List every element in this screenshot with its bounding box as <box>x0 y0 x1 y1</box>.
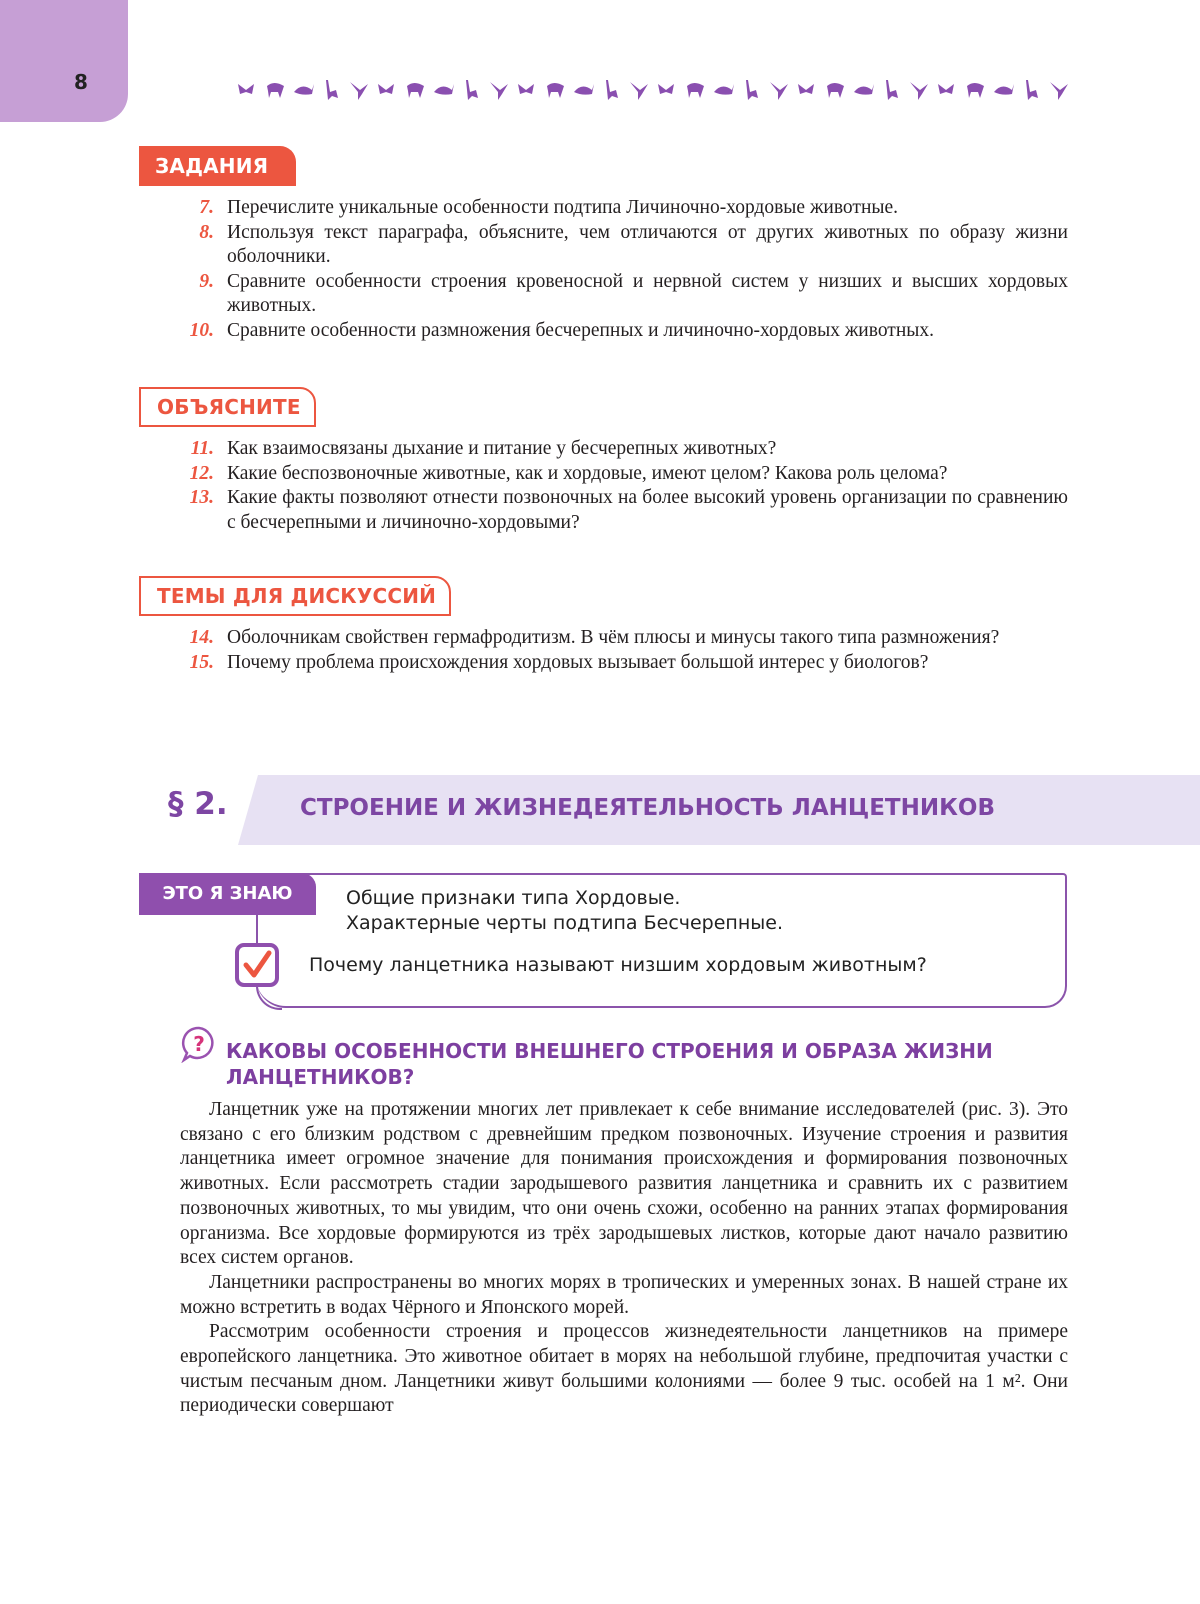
paragraph-number: § 2. <box>168 786 228 822</box>
animal-silhouette-icon <box>434 84 454 95</box>
page-number: 8 <box>74 70 88 94</box>
task-item <box>170 270 1068 319</box>
animal-silhouette-icon <box>746 80 758 100</box>
animal-silhouette-icon <box>547 83 564 98</box>
animal-silhouette-icon <box>574 84 594 95</box>
animal-silhouette-icon <box>294 84 314 95</box>
task-text: Используя текст параграфа, объясните, чем отличаются от других животных по образу жизни оболочники. <box>227 221 1068 268</box>
task-text: Оболочникам свойствен гермафродитизм. В чём плюсы и минусы такого типа размножения? <box>227 627 1000 648</box>
paragraph-title: СТРОЕНИЕ И ЖИЗНЕДЕЯТЕЛЬНОСТЬ ЛАНЦЕТНИКОВ <box>300 795 995 821</box>
task-number: 15. <box>189 651 214 673</box>
animal-silhouette-icon <box>518 84 534 94</box>
task-text: Сравните особенности строения кровеносной и нервной систем у низших и высших хордовых животных. <box>227 270 1068 317</box>
animal-silhouette-icon <box>770 82 788 100</box>
task-number: 14. <box>189 627 214 648</box>
task-item <box>170 626 1068 651</box>
task-text: Как взаимосвязаны дыхание и питание у бесчерепных животных? <box>227 438 777 459</box>
animal-silhouette-icon <box>606 80 618 100</box>
explain-list <box>170 437 1068 535</box>
animal-silhouette-icon <box>798 84 814 94</box>
task-item <box>170 196 1068 221</box>
animal-silhouette-icon <box>466 80 478 100</box>
known-line-1: Общие признаки типа Хордовые. <box>346 887 681 909</box>
discussion-list <box>170 626 1068 675</box>
discussion-header: ТЕМЫ ДЛЯ ДИСКУССИЙ <box>139 576 451 616</box>
animal-silhouette-icon <box>490 82 508 100</box>
animal-silhouette-icon <box>350 82 368 100</box>
animal-silhouette-icon <box>994 84 1014 95</box>
task-number: 10. <box>189 319 214 341</box>
task-item <box>170 486 1068 535</box>
task-item <box>170 462 1068 487</box>
question-heading: КАКОВЫ ОСОБЕННОСТИ ВНЕШНЕГО СТРОЕНИЯ И ОБРАЗА ЖИЗНИ ЛАНЦЕТНИКОВ? <box>226 1039 993 1089</box>
animal-silhouette-icon <box>1026 80 1038 100</box>
task-number: 13. <box>189 487 214 509</box>
animal-silhouette-icon <box>967 83 984 98</box>
question-icon <box>180 1025 218 1063</box>
task-number: 8. <box>199 221 214 243</box>
checkbox-icon <box>235 943 279 987</box>
body-text <box>180 1098 1068 1419</box>
animal-silhouette-icon <box>886 80 898 100</box>
animal-silhouette-icon <box>854 84 874 95</box>
animal-silhouette-icon <box>378 84 394 94</box>
animal-silhouettes-decoration-icon <box>230 74 1070 104</box>
known-connector <box>256 915 258 945</box>
task-item <box>170 651 1068 676</box>
task-number: 11. <box>190 438 214 459</box>
body-paragraph: Рассмотрим особенности строения и процессов жизнедеятельности ланцетников на примере европейского ланцетника. Это животное обитает в морях на небольшой глубине, предпочитая участки с чистым песчаным дном. Ланцетники живут большими колониями — более 9 тыс. особей на 1 м². Они периодически совершают <box>180 1321 1068 1417</box>
task-text: Почему проблема происхождения хордовых вызывает большой интерес у биологов? <box>227 651 929 673</box>
tasks-header: ЗАДАНИЯ <box>139 146 296 186</box>
task-item <box>170 437 1068 462</box>
task-number: 12. <box>189 462 214 484</box>
animal-silhouette-icon <box>687 83 704 98</box>
tasks-list <box>170 196 1068 344</box>
band-slant <box>238 775 260 845</box>
task-text: Какие факты позволяют отнести позвоночных на более высокий уровень организации по сравнению с бесчерепными и личиночно-хордовыми? <box>227 487 1068 533</box>
task-item <box>170 319 1068 344</box>
task-number: 7. <box>199 197 214 218</box>
known-question: Почему ланцетника называют низшим хордовым животным? <box>309 954 927 976</box>
animal-silhouette-icon <box>658 84 674 94</box>
animal-silhouette-icon <box>267 83 284 98</box>
animal-silhouette-icon <box>1050 82 1068 100</box>
task-text: Перечислите уникальные особенности подтипа Личиночно-хордовые животные. <box>227 197 899 218</box>
animal-silhouette-icon <box>238 84 254 94</box>
svg-text:?: ? <box>193 1032 205 1056</box>
explain-header: ОБЪЯСНИТЕ <box>139 387 316 427</box>
known-label: ЭТО Я ЗНАЮ <box>139 873 316 915</box>
animal-silhouette-icon <box>407 83 424 98</box>
animal-silhouette-icon <box>938 84 954 94</box>
body-paragraph: Ланцетники распространены во многих морях в тропических и умеренных зонах. В нашей стране их можно встретить в водах Чёрного и Японского морей. <box>180 1271 1068 1318</box>
animal-silhouette-icon <box>827 83 844 98</box>
task-text: Какие беспозвоночные животные, как и хордовые, имеют целом? Какова роль целома? <box>227 462 948 484</box>
animal-silhouette-icon <box>326 80 338 100</box>
task-number: 9. <box>199 270 214 292</box>
task-text: Сравните особенности размножения бесчерепных и личиночно-хордовых животных. <box>227 319 934 341</box>
known-connector-curve <box>256 985 282 1010</box>
page-tab <box>0 0 128 122</box>
animal-silhouette-icon <box>910 82 928 100</box>
known-line-2: Характерные черты подтипа Бесчерепные. <box>346 912 784 934</box>
animal-silhouette-icon <box>714 84 734 95</box>
body-paragraph: Ланцетник уже на протяжении многих лет привлекает к себе внимание исследователей (рис. 3). Это связано с его близким родством с древнейшим предком позвоночных. Изучение строения и развития ланцетника имеет огромное значение для понимания происхождения и формирования позвоночных животных. Если рассмотреть стадии зародышевого развития ланцетника и сравнить их с развитием позвоночных животных, то мы увидим, что они очень схожи, особенно на ранних этапах формирования организма. Все хордовые формируются из трёх зародышевых листков, которые дают начало развитию всех систем органов. <box>180 1099 1068 1269</box>
animal-silhouette-icon <box>630 82 648 100</box>
task-item <box>170 221 1068 270</box>
